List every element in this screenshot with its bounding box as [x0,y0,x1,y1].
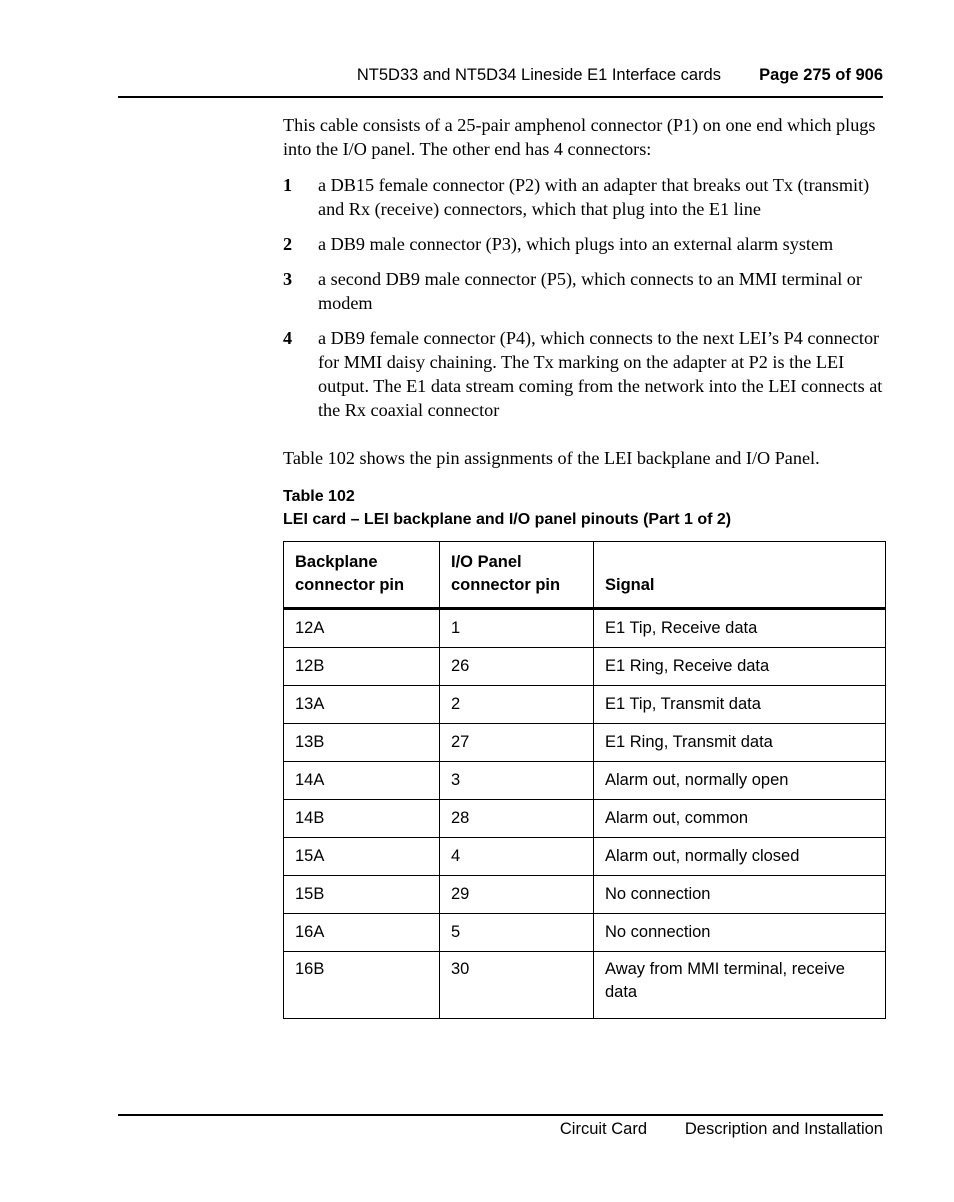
connector-list [283,173,883,422]
backplane-pin-cell: 14A [284,762,440,800]
footer-right-text: Description and Installation [684,1120,883,1138]
intro-paragraph: This cable consists of a 25-pair amphenol connector (P1) on one end which plugs into the I/O panel. The other end has 4 connectors: [283,115,876,159]
backplane-pin-cell: 12B [284,648,440,686]
backplane-pin-cell: 13B [284,724,440,762]
signal-cell: No connection [594,876,886,914]
table-row [284,876,886,914]
table-title: LEI card – LEI backplane and I/O panel pinouts (Part 1 of 2) [283,511,732,528]
table-row [284,609,886,648]
io-panel-pin-cell: 28 [440,800,594,838]
backplane-pin-cell: 15A [284,838,440,876]
io-panel-pin-cell: 26 [440,648,594,686]
column-header-signal: Signal [594,542,886,609]
backplane-pin-cell: 16B [284,952,440,1019]
list-item-text: a second DB9 male connector (P5), which connects to an MMI terminal or modem [318,269,862,313]
table-row [284,800,886,838]
signal-cell: Alarm out, normally open [594,762,886,800]
table-number: Table 102 [283,488,355,505]
io-panel-pin-cell: 4 [440,838,594,876]
body-text [283,113,883,470]
io-panel-pin-cell: 1 [440,609,594,648]
table-reference-paragraph: Table 102 shows the pin assignments of the LEI backplane and I/O Panel. [283,448,820,468]
table-caption [283,485,883,531]
page-header [118,66,883,98]
io-panel-pin-cell: 30 [440,952,594,1019]
list-item-text: a DB9 female connector (P4), which connects to the next LEI’s P4 connector for MMI daisy chaining. The Tx marking on the adapter at P2 is the LEI output. The E1 data stream coming from the network into the LEI connects at the Rx coaxial connector [318,328,883,420]
signal-cell: No connection [594,914,886,952]
page-footer [118,1114,883,1138]
signal-cell: Alarm out, normally closed [594,838,886,876]
io-panel-pin-cell: 27 [440,724,594,762]
signal-cell: E1 Tip, Receive data [594,609,886,648]
backplane-pin-cell: 15B [284,876,440,914]
table-row [284,686,886,724]
pinout-table [283,541,886,1019]
list-item [283,267,883,315]
signal-cell: Alarm out, common [594,800,886,838]
list-item-number: 4 [283,328,293,348]
io-panel-pin-cell: 2 [440,686,594,724]
backplane-pin-cell: 16A [284,914,440,952]
document-title: NT5D33 and NT5D34 Lineside E1 Interface cards [356,66,721,84]
signal-cell: Away from MMI terminal, receive data [594,952,886,1019]
column-header-backplane: Backplane connector pin [284,542,440,609]
list-item [283,326,883,422]
signal-cell: E1 Tip, Transmit data [594,686,886,724]
backplane-pin-cell: 12A [284,609,440,648]
table-row [284,914,886,952]
list-item-number: 2 [283,234,293,254]
table-row [284,952,886,1019]
list-item-number: 3 [283,269,293,289]
backplane-pin-cell: 14B [284,800,440,838]
list-item [283,173,883,221]
list-item-text: a DB9 male connector (P3), which plugs into an external alarm system [318,234,834,254]
table-header-row [284,542,886,609]
io-panel-pin-cell: 5 [440,914,594,952]
footer-left-text: Circuit Card [559,1120,647,1138]
table-row [284,724,886,762]
list-item-number: 1 [283,175,293,195]
column-header-io-panel: I/O Panel connector pin [440,542,594,609]
list-item-text: a DB15 female connector (P2) with an adapter that breaks out Tx (transmit) and Rx (receive) connectors, which that plug into the E1 line [318,175,870,219]
signal-cell: E1 Ring, Transmit data [594,724,886,762]
signal-cell: E1 Ring, Receive data [594,648,886,686]
list-item [283,232,883,256]
table-row [284,762,886,800]
table-row [284,648,886,686]
page-number: Page 275 of 906 [759,66,883,84]
table-row [284,838,886,876]
backplane-pin-cell: 13A [284,686,440,724]
io-panel-pin-cell: 29 [440,876,594,914]
io-panel-pin-cell: 3 [440,762,594,800]
